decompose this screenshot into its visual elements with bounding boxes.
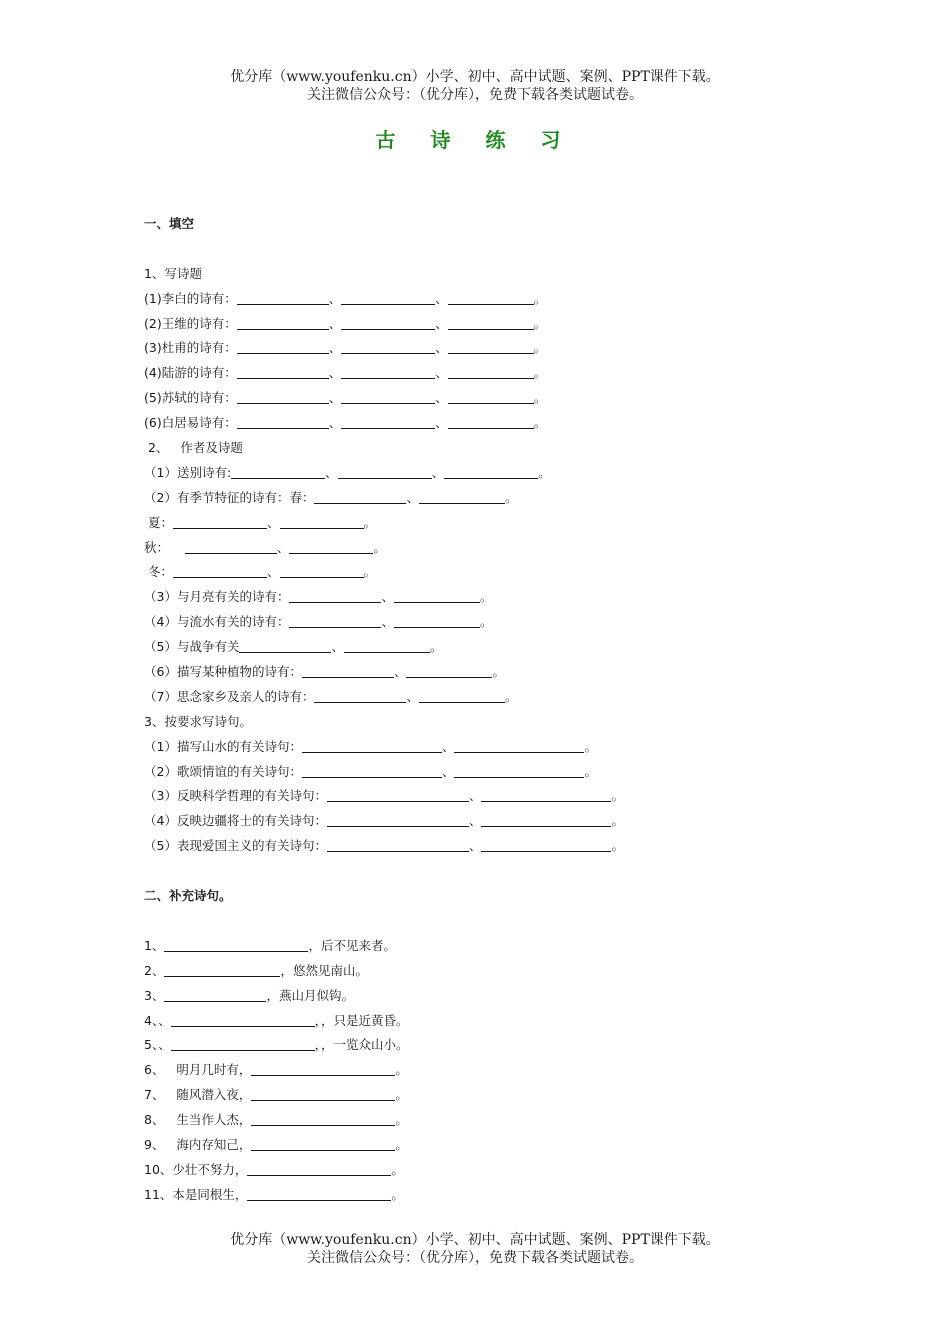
answer-blank[interactable] bbox=[251, 1110, 395, 1126]
section-2-heading: 二、补充诗句。 bbox=[144, 888, 232, 904]
answer-blank[interactable] bbox=[481, 786, 611, 802]
q2-item-summer: 夏： 、 。 bbox=[144, 514, 377, 530]
answer-blank[interactable] bbox=[481, 836, 611, 852]
answer-blank[interactable] bbox=[239, 637, 331, 653]
fill-line: 11、本是同根生， 。 bbox=[144, 1186, 404, 1202]
q2-item-war: （5）与战争有关 、 。 bbox=[144, 639, 443, 655]
answer-blank[interactable] bbox=[164, 936, 308, 952]
q3-label: 3、按要求写诗句。 bbox=[144, 713, 252, 729]
answer-blank[interactable] bbox=[289, 538, 373, 554]
fill-line: 9、 海内存知己， 。 bbox=[144, 1136, 408, 1152]
answer-blank[interactable] bbox=[237, 363, 329, 379]
answer-blank[interactable] bbox=[344, 637, 430, 653]
answer-blank[interactable] bbox=[341, 289, 435, 305]
answer-blank[interactable] bbox=[173, 513, 267, 529]
answer-blank[interactable] bbox=[251, 1135, 395, 1151]
q2-item-farewell: （1）送别诗有: 、 、 。 bbox=[144, 464, 551, 480]
answer-blank[interactable] bbox=[454, 762, 584, 778]
answer-blank[interactable] bbox=[289, 612, 381, 628]
answer-blank[interactable] bbox=[448, 289, 534, 305]
q3-item: （5）表现爱国主义的有关诗句： 、 。 bbox=[144, 838, 624, 854]
q1-item: (5)苏轼的诗有： 、 、 。 bbox=[144, 390, 547, 406]
q3-item: （4）反映边疆将士的有关诗句： 、 。 bbox=[144, 813, 624, 829]
answer-blank[interactable] bbox=[454, 737, 584, 753]
answer-blank[interactable] bbox=[448, 413, 534, 429]
header-line-1: 优分库（www.youfenku.cn）小学、初中、高中试题、案例、PPT课件下载。 bbox=[230, 69, 720, 85]
fill-line: 2、 ，悠然见南山。 bbox=[144, 962, 368, 978]
q2-item-autumn: 秋： 、 。 bbox=[144, 539, 386, 555]
q2-item-home: （7）思念家乡及亲人的诗有： 、 。 bbox=[144, 688, 518, 704]
answer-blank[interactable] bbox=[164, 986, 266, 1002]
answer-blank[interactable] bbox=[251, 1085, 395, 1101]
q1-item: (6)白居易诗有： 、 、 。 bbox=[144, 415, 547, 431]
answer-blank[interactable] bbox=[237, 388, 329, 404]
q2-item-winter: 冬： 、 。 bbox=[144, 564, 377, 580]
answer-blank[interactable] bbox=[341, 314, 435, 330]
answer-blank[interactable] bbox=[173, 562, 267, 578]
answer-blank[interactable] bbox=[327, 786, 469, 802]
answer-blank[interactable] bbox=[341, 338, 435, 354]
page-title: 古 诗 练 习 bbox=[375, 128, 575, 152]
answer-blank[interactable] bbox=[289, 587, 381, 603]
q3-item: （2）歌颂情谊的有关诗句： 、 。 bbox=[144, 763, 597, 779]
answer-blank[interactable] bbox=[448, 314, 534, 330]
fill-line: 8、 生当作人杰， 。 bbox=[144, 1112, 408, 1128]
answer-blank[interactable] bbox=[448, 338, 534, 354]
answer-blank[interactable] bbox=[481, 811, 611, 827]
answer-blank[interactable] bbox=[185, 538, 277, 554]
answer-blank[interactable] bbox=[164, 961, 280, 977]
answer-blank[interactable] bbox=[302, 737, 442, 753]
answer-blank[interactable] bbox=[302, 762, 442, 778]
q3-item: （3）反映科学哲理的有关诗句： 、 。 bbox=[144, 788, 624, 804]
answer-blank[interactable] bbox=[327, 811, 469, 827]
answer-blank[interactable] bbox=[314, 488, 406, 504]
header-line-2: 关注微信公众号：（优分库），免费下载各类试题试卷。 bbox=[307, 87, 643, 103]
section-1-heading: 一、填空 bbox=[144, 216, 195, 231]
answer-blank[interactable] bbox=[394, 612, 480, 628]
answer-blank[interactable] bbox=[448, 388, 534, 404]
q2-item-plant: （6）描写某种植物的诗有： 、 。 bbox=[144, 664, 505, 680]
answer-blank[interactable] bbox=[448, 363, 534, 379]
q2-item-moon: （3）与月亮有关的诗有： 、 。 bbox=[144, 589, 493, 605]
q1-item: (1)李白的诗有： 、 、 。 bbox=[144, 290, 547, 306]
fill-line: 3、 ，燕山月似钩。 bbox=[144, 987, 354, 1003]
answer-blank[interactable] bbox=[314, 687, 406, 703]
answer-blank[interactable] bbox=[341, 363, 435, 379]
answer-blank[interactable] bbox=[280, 562, 364, 578]
footer-line-2: 关注微信公众号：（优分库），免费下载各类试题试卷。 bbox=[307, 1250, 643, 1266]
fill-line: 5、、 ，，一览众山小。 bbox=[144, 1037, 409, 1053]
q3-item: （1）描写山水的有关诗句： 、 。 bbox=[144, 738, 597, 754]
answer-blank[interactable] bbox=[341, 413, 435, 429]
answer-blank[interactable] bbox=[171, 1035, 315, 1051]
q1-item: (3)杜甫的诗有： 、 、 。 bbox=[144, 340, 547, 356]
fill-line: 4、、 ，，只是近黄昏。 bbox=[144, 1012, 409, 1028]
answer-blank[interactable] bbox=[394, 587, 480, 603]
fill-line: 6、 明月几时有， 。 bbox=[144, 1062, 408, 1078]
fill-line: 10、少壮不努力， 。 bbox=[144, 1161, 404, 1177]
q2-item-water: （4）与流水有关的诗有： 、 。 bbox=[144, 614, 493, 630]
answer-blank[interactable] bbox=[302, 662, 394, 678]
fill-line: 7、 随风潜入夜， 。 bbox=[144, 1087, 408, 1103]
answer-blank[interactable] bbox=[327, 836, 469, 852]
answer-blank[interactable] bbox=[419, 488, 505, 504]
q2-item-season: （2）有季节特征的诗有：春： 、 。 bbox=[144, 489, 518, 505]
q1-item: (2)王维的诗有： 、 、 。 bbox=[144, 315, 547, 331]
answer-blank[interactable] bbox=[171, 1011, 315, 1027]
answer-blank[interactable] bbox=[341, 388, 435, 404]
answer-blank[interactable] bbox=[237, 413, 329, 429]
footer-line-1: 优分库（www.youfenku.cn）小学、初中、高中试题、案例、PPT课件下载。 bbox=[230, 1232, 720, 1248]
answer-blank[interactable] bbox=[231, 463, 325, 479]
answer-blank[interactable] bbox=[338, 463, 432, 479]
answer-blank[interactable] bbox=[444, 463, 538, 479]
answer-blank[interactable] bbox=[247, 1160, 391, 1176]
worksheet-body bbox=[144, 212, 864, 1208]
answer-blank[interactable] bbox=[280, 513, 364, 529]
q2-label: 2、 作者及诗题 bbox=[144, 440, 243, 456]
answer-blank[interactable] bbox=[247, 1185, 391, 1201]
q1-item: (4)陆游的诗有： 、 、 。 bbox=[144, 365, 547, 381]
answer-blank[interactable] bbox=[406, 662, 492, 678]
answer-blank[interactable] bbox=[419, 687, 505, 703]
answer-blank[interactable] bbox=[237, 314, 329, 330]
answer-blank[interactable] bbox=[237, 289, 329, 305]
q1-label: 1、写诗题 bbox=[144, 265, 202, 281]
answer-blank[interactable] bbox=[237, 338, 329, 354]
fill-line: 1、 ，后不见来者。 bbox=[144, 937, 396, 953]
answer-blank[interactable] bbox=[251, 1060, 395, 1076]
